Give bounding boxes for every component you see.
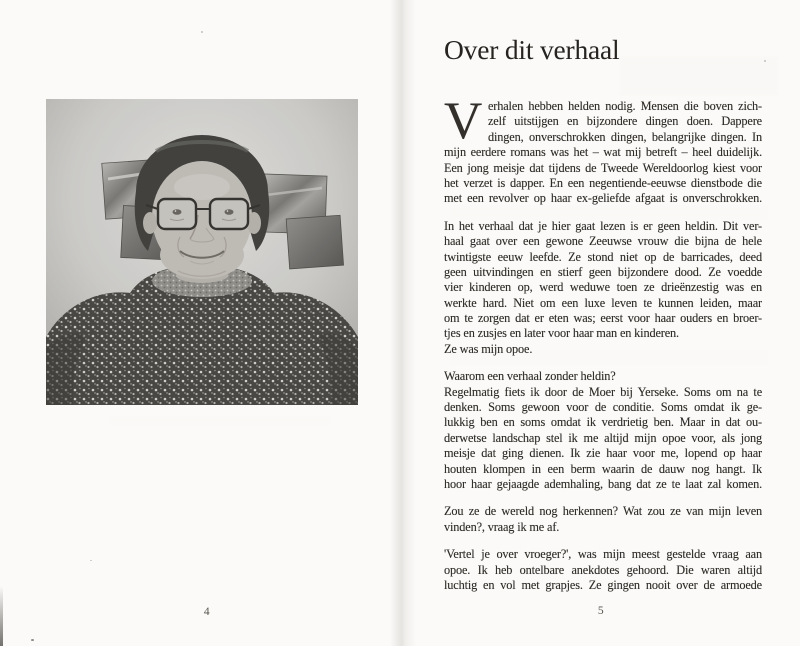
paragraph <box>444 504 762 535</box>
text-line: tjes en zusjes en later voor haar man en kinderen. <box>444 326 679 341</box>
bleed-through <box>110 414 330 424</box>
text-line: In het verhaal dat je hier gaat lezen is er geen heldin. Dit ver- <box>444 218 762 233</box>
text-line: luchtig en vol met grapjes. Ze gingen nooit over de armoede <box>444 577 762 592</box>
text-line: het verzet is dapper. En een negentiende-eeuwse dienstbode die <box>444 175 762 190</box>
text-line: denken. Soms gewoon voor de conditie. Soms omdat ik ge- <box>444 400 762 415</box>
dust-speck <box>201 31 203 33</box>
text-line: om te zorgen dat er eten was; eerst voor haar ouders en broer- <box>444 311 762 326</box>
text-line: vier kinderen op, werd weduwe toen ze drieënzestig was en <box>444 280 762 295</box>
text-line: mijn eerdere romans was het – wat mij betreft – heel duidelijk. <box>444 145 762 160</box>
text-line: geen uitvindingen en stierf geen bijzondere dood. Ze voedde <box>444 264 762 279</box>
portrait-photo <box>46 99 358 405</box>
page-number-right: 5 <box>597 605 605 617</box>
paragraph <box>444 219 762 358</box>
text-line: opoe. Ik heb ontelbare anekdotes gehoord. Die waren altijd <box>444 562 762 577</box>
text-line: houten klompen in een berm waarin de dauw nog hangt. Ik <box>444 461 762 476</box>
text-line: Ze was mijn opoe. <box>444 341 533 356</box>
text-line: met een revolver op haar ex-geliefde afgaat is onverschrokken. <box>444 191 762 206</box>
text-line: derwetse landschap stel ik me altijd mijn opoe voor, als jong <box>444 430 762 445</box>
text-line: Een jong meisje dat tijdens de Tweede Wereldoorlog kiest voor <box>444 160 762 175</box>
page-gutter-shadow <box>390 0 416 646</box>
scan-edge-mark <box>0 586 3 646</box>
text-line: dingen, onverschrokken dingen, belangrijke dingen. In <box>488 129 762 144</box>
text-line: 'Vertel je over vroeger?', was mijn meest gestelde vraag aan <box>444 547 762 562</box>
text-line: Waarom een verhaal zonder heldin? <box>444 369 616 384</box>
dust-speck <box>90 560 92 561</box>
paragraph <box>444 547 762 593</box>
text-line: twintigste eeuw leefde. Ze stond niet op de barricades, deed <box>444 249 762 264</box>
chapter-title: Over dit verhaal <box>444 34 620 65</box>
text-line: meisje dat ging dienen. Ik zie haar voor me, lopend op haar <box>444 446 762 461</box>
text-line: erhalen hebben helden nodig. Mensen die boven zich- <box>488 99 762 113</box>
drop-cap: V <box>444 92 483 150</box>
text-line: hoor haar gejaagde ademhaling, bang dat ze te laat zal komen. <box>444 476 762 491</box>
text-line: haal gaat over een gewone Zeeuwse vrouw die bijna de hele <box>444 234 762 249</box>
text-line: Zou ze de wereld nog herkennen? Wat zou ze van mijn leven <box>444 504 762 519</box>
text-line: lukkig ben en soms omdat ik verdrietig ben. Maar in dat ou- <box>444 415 762 430</box>
paragraph <box>444 369 762 492</box>
dust-speck <box>31 639 34 641</box>
text-line: zelf uitstijgen en bijzondere dingen doen. Dappere <box>488 114 762 129</box>
text-line: Regelmatig fiets ik door de Moer bij Yerseke. Soms om na te <box>444 384 762 399</box>
text-line: werkte hard. Niet om een luxe leven te kunnen leiden, maar <box>444 295 762 310</box>
paragraph <box>444 92 762 207</box>
text-line: vinden?, vraag ik me af. <box>444 519 560 534</box>
page-number-left: 4 <box>203 606 211 618</box>
body-text <box>444 92 762 593</box>
portrait-photo-graphic <box>46 99 358 405</box>
